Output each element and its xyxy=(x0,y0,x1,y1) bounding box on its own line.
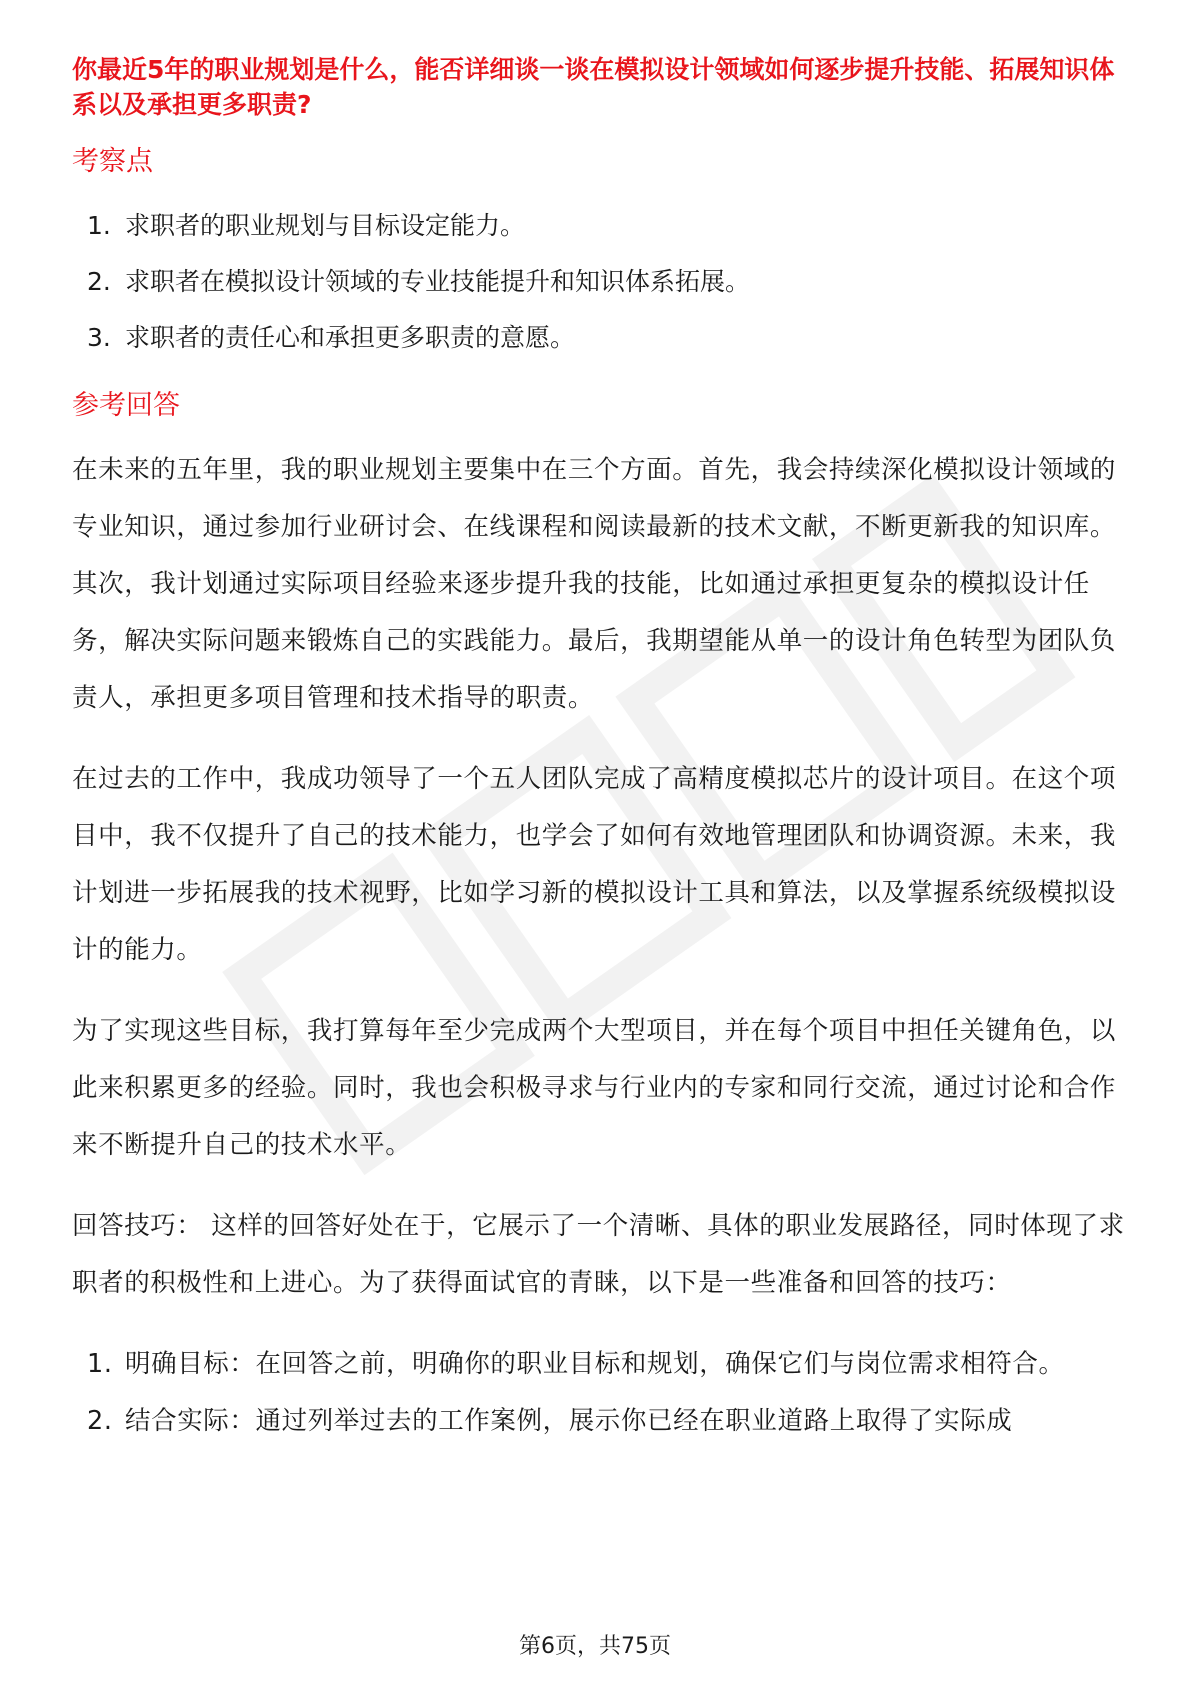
assessment-list xyxy=(72,198,1132,366)
list-item: 2. 求职者在模拟设计领域的专业技能提升和知识体系拓展。 xyxy=(87,267,751,296)
list-item: 3. 求职者的责任心和承担更多职责的意愿。 xyxy=(87,323,576,352)
answer-tips-intro: 回答技巧： 这样的回答好处在于，它展示了一个清晰、具体的职业发展路径，同时体现了求职者的积极性和上进心。为了获得面试官的青睐，以下是一些准备和回答的技巧： xyxy=(72,1211,1125,1298)
tips-list xyxy=(72,1336,1132,1450)
question-title: 你最近5年的职业规划是什么，能否详细谈一谈在模拟设计领域如何逐步提升技能、拓展知识体系以及承担更多职责? xyxy=(72,55,1115,119)
page-number: 第6页，共75页 xyxy=(519,1634,671,1659)
list-item: 2. 结合实际：通过列举过去的工作案例，展示你已经在职业道路上取得了实际成 xyxy=(87,1406,1013,1436)
answer-paragraph: 在过去的工作中，我成功领导了一个五人团队完成了高精度模拟芯片的设计项目。在这个项目中，我不仅提升了自己的技术能力，也学会了如何有效地管理团队和协调资源。未来，我计划进一步拓展我的技术视野，比如学习新的模拟设计工具和算法，以及掌握系统级模拟设计的能力。 xyxy=(72,764,1117,965)
answer-paragraph: 为了实现这些目标，我打算每年至少完成两个大型项目，并在每个项目中担任关键角色，以此来积累更多的经验。同时，我也会积极寻求与行业内的专家和同行交流，通过讨论和合作来不断提升自己的技术水平。 xyxy=(72,1016,1117,1160)
answer-paragraph: 在未来的五年里，我的职业规划主要集中在三个方面。首先，我会持续深化模拟设计领域的专业知识，通过参加行业研讨会、在线课程和阅读最新的技术文献，不断更新我的知识库。其次，我计划通过实际项目经验来逐步提升我的技能，比如通过承担更复杂的模拟设计任务，解决实际问题来锻炼自己的实践能力。最后，我期望能从单一的设计角色转型为团队负责人，承担更多项目管理和技术指导的职责。 xyxy=(72,455,1117,713)
assessment-heading: 考察点 xyxy=(72,146,153,177)
document-page xyxy=(72,52,1132,1450)
list-item: 1. 明确目标：在回答之前，明确你的职业目标和规划，确保它们与岗位需求相符合。 xyxy=(87,1349,1065,1379)
list-item: 1. 求职者的职业规划与目标设定能力。 xyxy=(87,211,526,240)
answer-heading: 参考回答 xyxy=(72,390,180,421)
